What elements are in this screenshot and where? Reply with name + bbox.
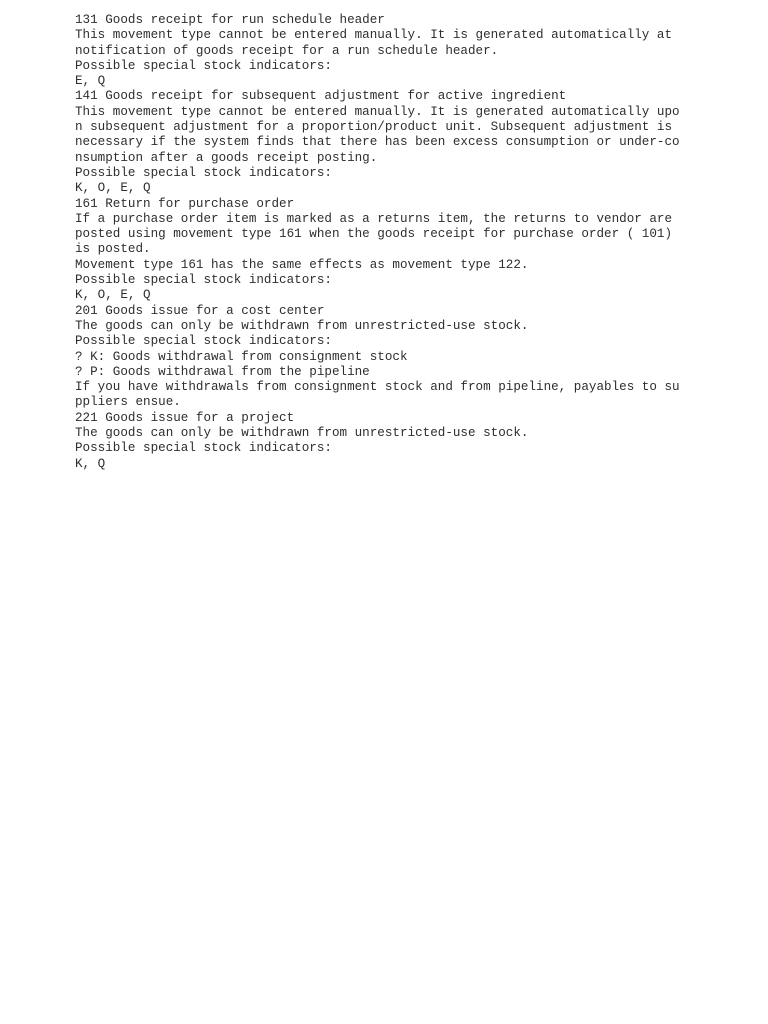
mvt-161-indicators-value: K, O, E, Q bbox=[75, 288, 151, 303]
mvt-161-description: is posted. bbox=[75, 242, 151, 257]
mvt-141-indicators-value: K, O, E, Q bbox=[75, 181, 151, 196]
mvt-221-heading: 221 Goods issue for a project bbox=[75, 410, 295, 425]
mvt-131-description: This movement type cannot be entered manually. It is generated automatically at bbox=[75, 28, 673, 43]
mvt-141-description: necessary if the system finds that there has been excess consumption or under-co bbox=[75, 135, 680, 150]
mvt-131-heading: 131 Goods receipt for run schedule header bbox=[75, 13, 385, 27]
mvt-201-note: If you have withdrawals from consignment stock and from pipeline, payables to su bbox=[75, 380, 680, 395]
mvt-131-indicators-label: Possible special stock indicators: bbox=[75, 58, 332, 73]
mvt-201-heading: 201 Goods issue for a cost center bbox=[75, 303, 325, 318]
mvt-141-indicators-label: Possible special stock indicators: bbox=[75, 165, 332, 180]
mvt-201-description: The goods can only be withdrawn from unrestricted-use stock. bbox=[75, 318, 529, 333]
mvt-161-indicators-label: Possible special stock indicators: bbox=[75, 273, 332, 288]
mvt-141-description: This movement type cannot be entered manually. It is generated automatically upo bbox=[75, 104, 680, 119]
mvt-201-note: ppliers ensue. bbox=[75, 395, 181, 410]
mvt-221-indicators-label: Possible special stock indicators: bbox=[75, 441, 332, 456]
mvt-201-indicators-label: Possible special stock indicators: bbox=[75, 334, 332, 349]
mvt-161-note: Movement type 161 has the same effects as movement type 122. bbox=[75, 257, 529, 272]
mvt-161-description: If a purchase order item is marked as a returns item, the returns to vendor are bbox=[75, 211, 673, 226]
mvt-141-description: n subsequent adjustment for a proportion/product unit. Subsequent adjustment is bbox=[75, 120, 673, 135]
mvt-141-description: nsumption after a goods receipt posting. bbox=[75, 150, 378, 165]
mvt-141-heading: 141 Goods receipt for subsequent adjustment for active ingredient bbox=[75, 89, 567, 104]
mvt-131-indicators-value: E, Q bbox=[75, 74, 106, 89]
mvt-201-indicator-item: ? K: Goods withdrawal from consignment stock bbox=[75, 349, 408, 364]
mvt-201-indicator-item: ? P: Goods withdrawal from the pipeline bbox=[75, 364, 370, 379]
mvt-221-description: The goods can only be withdrawn from unrestricted-use stock. bbox=[75, 426, 529, 441]
document-page bbox=[75, 13, 755, 472]
mvt-131-description: notification of goods receipt for a run schedule header. bbox=[75, 43, 499, 58]
mvt-221-indicators-value: K, Q bbox=[75, 456, 106, 471]
mvt-161-heading: 161 Return for purchase order bbox=[75, 196, 295, 211]
mvt-161-description: posted using movement type 161 when the goods receipt for purchase order ( 101) bbox=[75, 227, 673, 242]
